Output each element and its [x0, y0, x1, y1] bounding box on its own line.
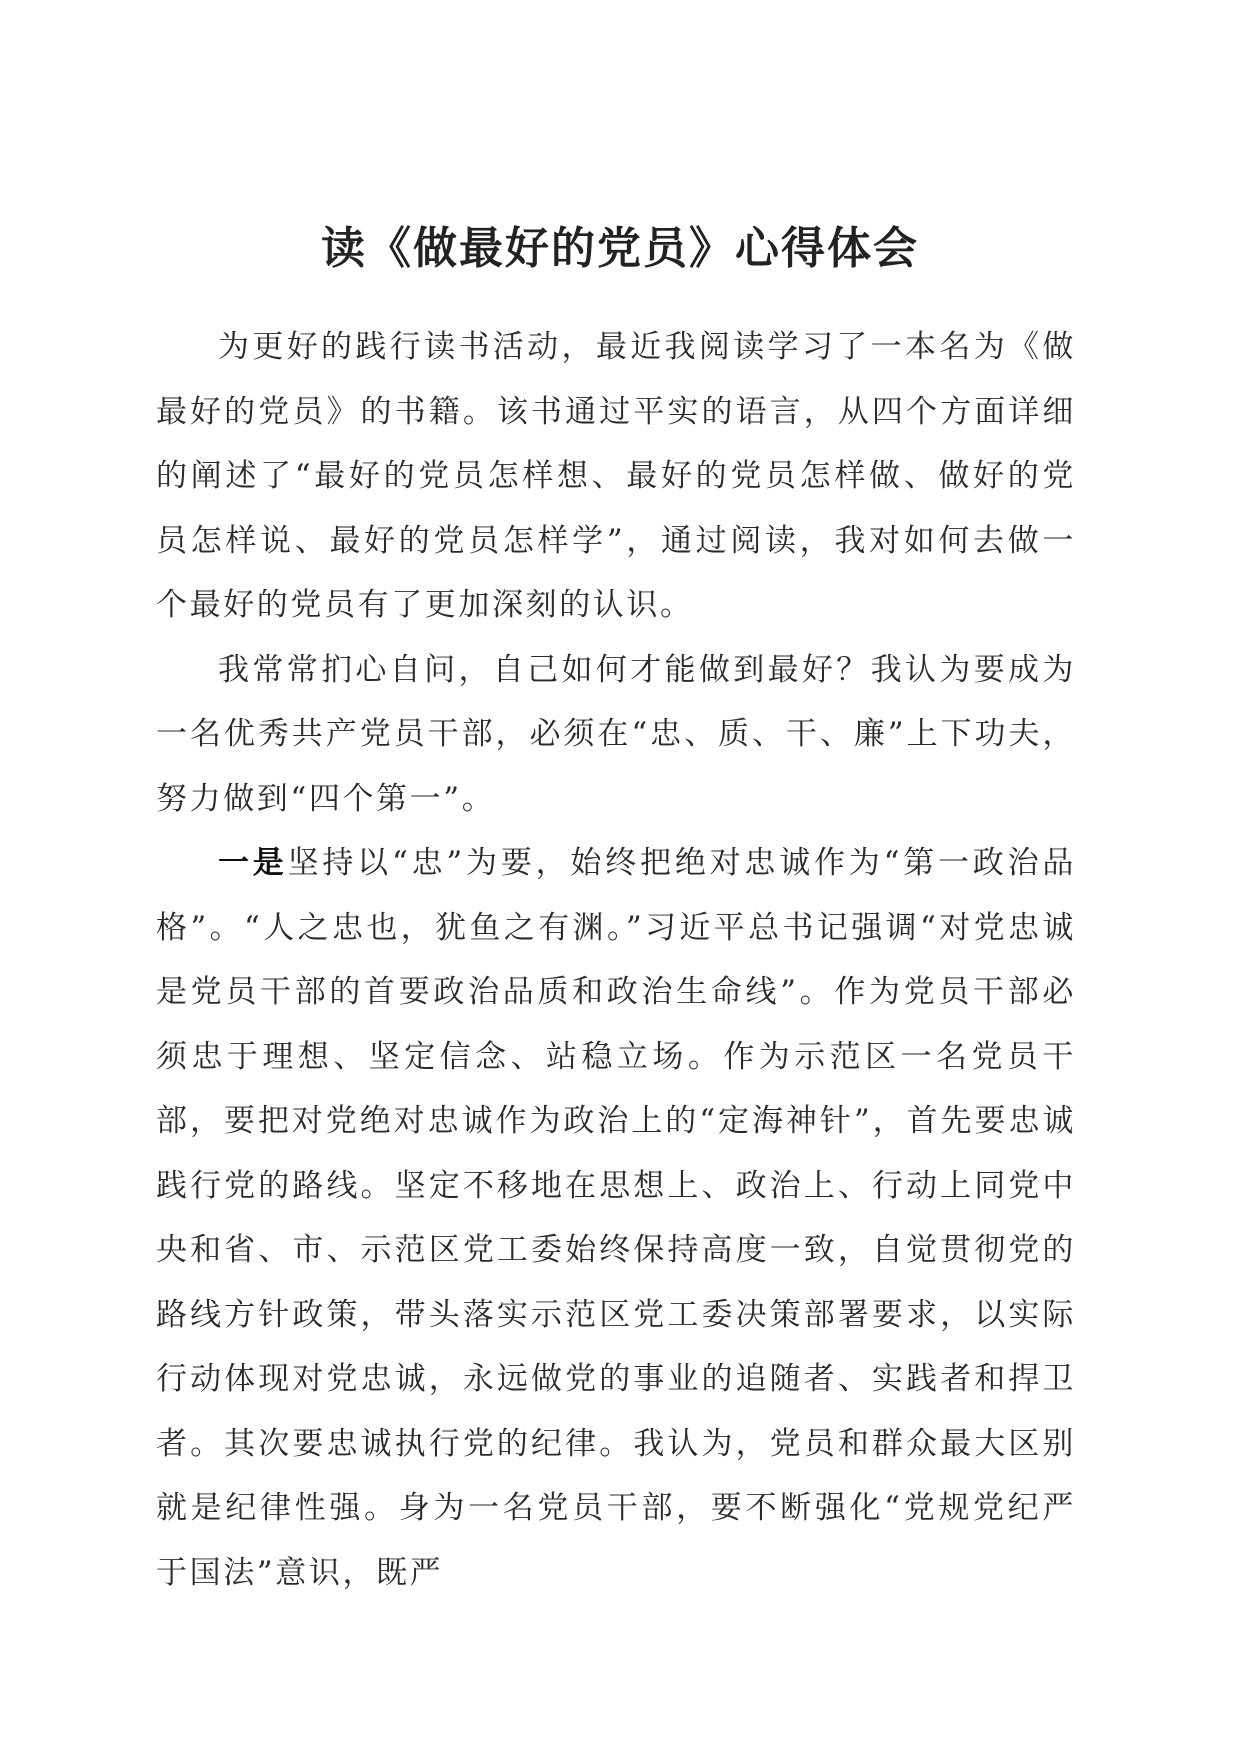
paragraph-text: 坚持以“忠”为要，始终把绝对忠诚作为“第一政治品格”。“人之忠也，犹鱼之有渊。”习近平总书记强调“对党忠诚是党员干部的首要政治品质和政治生命线”。作为党员干部必须忠于理想、坚定信念、站稳立场。作为示范区一名党员干部，要把对党绝对忠诚作为政治上的“定海神针”，首先要忠诚践行党的路线。坚定不移地在思想上、政治上、行动上同党中央和省、市、示范区党工委始终保持高度一致，自觉贯彻党的路线方针政策，带头落实示范区党工委决策部署要求，以实际行动体现对党忠诚，永远做党的事业的追随者、实践者和捍卫者。其次要忠诚执行党的纪律。我认为，党员和群众最大区别就是纪律性强。身为一名党员干部，要不断强化“党规党纪严于国法”意识，既严 [156, 845, 1076, 1591]
document-body [156, 315, 1076, 1605]
paragraph-intro [156, 315, 1076, 638]
document-title: 读《做最好的党员》心得体会 [321, 223, 919, 274]
paragraph-question [156, 638, 1076, 832]
paragraph-lead: 一是 [218, 845, 288, 881]
paragraph-text: 为更好的践行读书活动，最近我阅读学习了一本名为《做最好的党员》的书籍。该书通过平实的语言，从四个方面详细的阐述了“最好的党员怎样想、最好的党员怎样做、做好的党员怎样说、最好的党员怎样学”，通过阅读，我对如何去做一个最好的党员有了更加深刻的认识。 [156, 329, 1076, 623]
paragraph-text: 我常常扪心自问，自己如何才能做到最好？我认为要成为一名优秀共产党员干部，必须在“忠、质、干、廉”上下功夫，努力做到“四个第一”。 [156, 651, 1076, 817]
paragraph-point-one [156, 831, 1076, 1605]
